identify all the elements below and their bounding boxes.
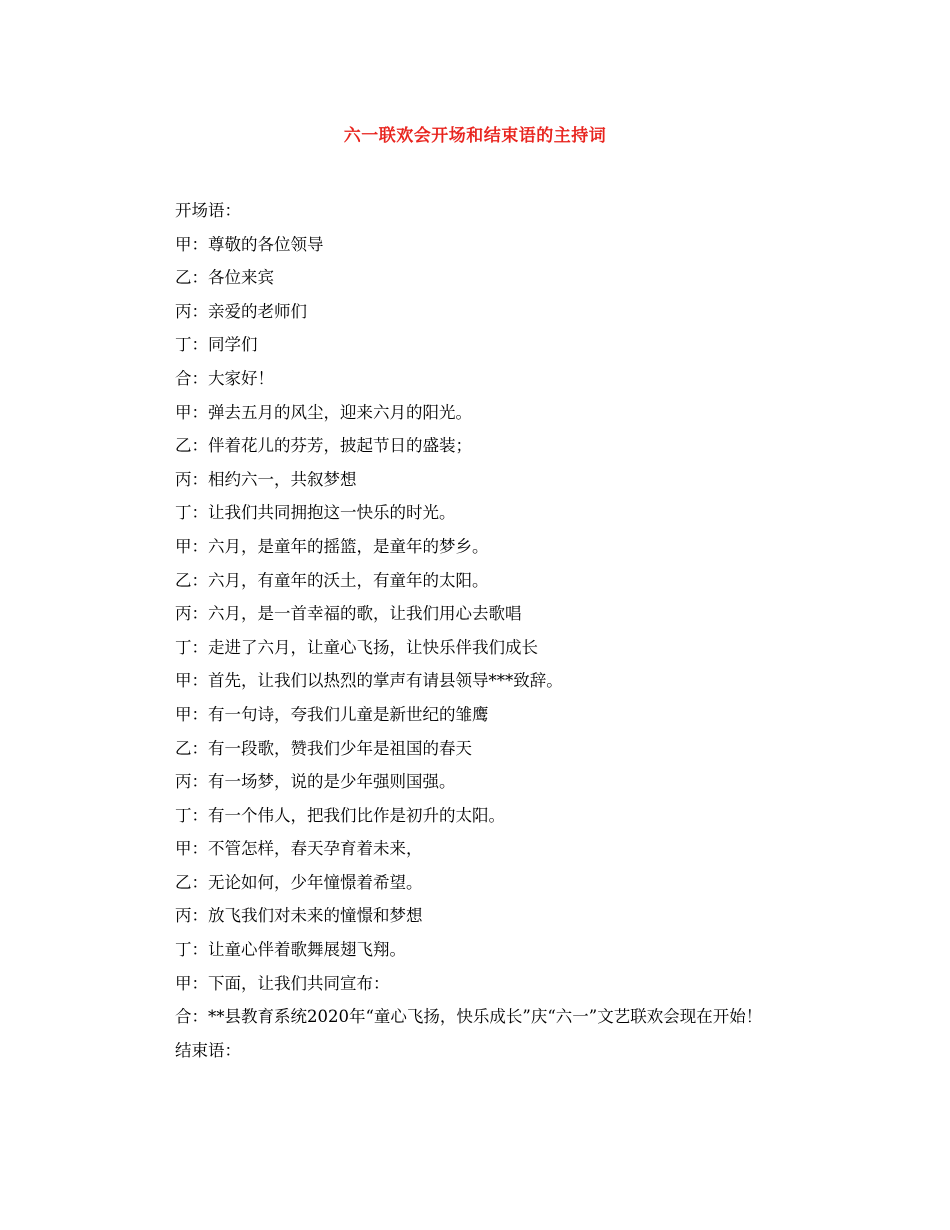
- script-line: 丙：有一场梦，说的是少年强则国强。: [175, 772, 456, 792]
- section-heading-opening: 开场语：: [175, 201, 241, 220]
- script-line: 甲：尊敬的各位领导: [175, 234, 324, 254]
- script-line: 乙：伴着花儿的芬芳，披起节日的盛装；: [175, 436, 472, 456]
- script-line: 乙：无论如何，少年憧憬着希望。: [175, 872, 423, 892]
- document-body: [139, 194, 819, 1067]
- script-line: 甲：弹去五月的风尘，迎来六月的阳光。: [175, 402, 472, 422]
- script-line: 乙：各位来宾: [175, 268, 274, 288]
- script-line: 合：大家好！: [175, 368, 274, 388]
- script-line: 丁：同学们: [175, 335, 258, 355]
- script-line: 甲：六月，是童年的摇篮，是童年的梦乡。: [175, 536, 489, 556]
- script-line: 丙：六月，是一首幸福的歌，让我们用心去歌唱: [175, 604, 522, 624]
- script-line: 乙：有一段歌，赞我们少年是祖国的春天: [175, 738, 472, 758]
- script-line: 丁：让我们共同拥抱这一快乐的时光。: [175, 503, 456, 523]
- script-line: 丙：相约六一，共叙梦想: [175, 469, 357, 489]
- script-line: 丁：有一个伟人，把我们比作是初升的太阳。: [175, 805, 505, 825]
- document-title: 六一联欢会开场和结束语的主持词: [343, 126, 607, 146]
- script-line: 丙：放飞我们对未来的憧憬和梦想: [175, 906, 423, 926]
- script-line: 乙：六月，有童年的沃土，有童年的太阳。: [175, 570, 489, 590]
- section-heading-closing: 结束语：: [175, 1040, 241, 1060]
- script-line: 丙：亲爱的老师们: [175, 301, 307, 321]
- script-line: 丁：走进了六月，让童心飞扬，让快乐伴我们成长: [175, 637, 538, 657]
- script-line: 甲：有一句诗，夸我们儿童是新世纪的雏鹰: [175, 704, 489, 724]
- script-line: 甲：首先，让我们以热烈的掌声有请县领导***致辞。: [175, 671, 563, 691]
- script-line: 丁：让童心伴着歌舞展翅飞翔。: [175, 940, 406, 960]
- script-line: 甲：不管怎样，春天孕育着未来，: [175, 839, 423, 859]
- script-line: 甲：下面，让我们共同宣布：: [175, 973, 390, 993]
- script-line-announcement: 合：**县教育系统2020年“童心飞扬，快乐成长”庆“六一”文艺联欢会现在开始！: [175, 1007, 763, 1027]
